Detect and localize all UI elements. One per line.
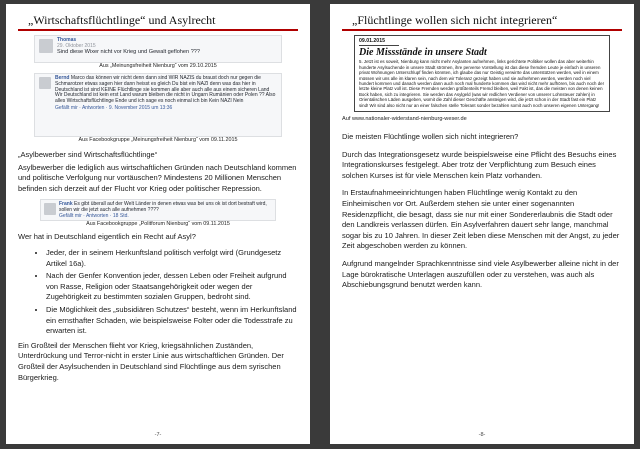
section-heading: Wer hat in Deutschland eigentlich ein Recht auf Asyl?: [18, 232, 196, 242]
facebook-post-frank: [40, 199, 276, 221]
list-item: • Jeder, der in seinem Herkunftsland politisch verfolgt wird (Grundgesetz Artikel 16a).: [46, 248, 298, 269]
article-date: 09.01.2015: [359, 39, 399, 46]
page-title: „Flüchtlinge wollen sich nicht integrieren“: [352, 13, 558, 27]
source-url: Auf www.nationaler-widerstand-nienburg-weser.de: [342, 116, 467, 123]
title-rule: [18, 29, 298, 31]
page-title: „Wirtschaftsflüchtlinge“ und Asylrecht: [28, 13, 216, 27]
post-caption: Aus „Meinungsfreiheit Nienburg“ vom 29.10.2015: [99, 63, 217, 69]
facebook-post-thomas: [34, 35, 282, 63]
article-headline: Die Missstände in unsere Stadt: [359, 47, 487, 59]
post-text: Sind diese Wixer nicht vor Krieg und Gewalt geflohen ???: [57, 48, 201, 55]
avatar: [39, 39, 53, 53]
paragraph: Ein Großteil der Menschen flieht vor Krieg, kriegsähnlichen Zuständen, Unterdrückung und Terror-nicht in erster Linie aus wirtschaftlichen Gründen. Der Großteil der Asylsuchenden in Deutschland sind Flüchtlinge aus dem syrischen Bürgerkrieg.: [18, 340, 284, 382]
post-caption: Aus Facebookgruppe „Politforum Nienburg“ vom 09.11.2015: [86, 221, 230, 228]
post-author[interactable]: Thomas: [57, 37, 77, 43]
paragraph: Asylbewerber die lediglich aus wirtschaftlichen Gründen nach Deutschland kommen und politische Verfolgung nur vortäuschen? Mindestens 20 Millionen Menschen befinden sich derzeit auf der Flucht vor Krieg oder politischer Repression.: [18, 162, 297, 193]
avatar: [44, 203, 56, 215]
page-8: [330, 4, 634, 444]
section-heading: Die meisten Flüchtlinge wollen sich nicht integrieren?: [342, 132, 519, 142]
post-actions[interactable]: Gefällt mir · Antworten · 9. November 2015 um 13:36: [55, 104, 173, 111]
post-caption: Aus Facebookgruppe „Meinungsfreiheit Nienburg“ vom 09.11.2015: [78, 137, 238, 143]
post-text: Es gibt überall auf der Welt Länder in denen etwas was bei uns ok ist dort bestraft wird, sollen wir die jetzt auch alle aufnehmen ????: [59, 201, 267, 214]
article-screenshot: [354, 35, 610, 112]
list-item: • Die Möglichkeit des „subsidiären Schutzes“ besteht, wenn im Herkunftsland ein ernsthafter Schaden, wie beispielsweise Folter oder die Todesstrafe zu erwarten ist.: [46, 305, 298, 337]
post-date: 29. Oktober 2015: [57, 42, 96, 49]
post-text: Marco das können wir nicht denn dann sind WIR NAZIS du braust doch nur gegen die Schmarotzer etwas sagen hier dann heisst es gleich Du bist ein NAZI denn was das hier in Deutschland ist sind KEINE Flüchtlinge sie kommen alle aber auch alle aus einem sicheren Land Wir Deutschland ist kein erst Land warum bleiben die nicht in Ungarn Rumänien oder Polen ?? Also alles Wirtschaftsflüchtlinge Ende und ich sage es noch einmal ich bin Kein NAZI Nein: [55, 75, 276, 105]
facebook-post-bernd: [34, 73, 282, 137]
title-rule: [342, 29, 622, 31]
page-7: [6, 4, 310, 444]
post-actions[interactable]: Gefällt mir · Antworten · 18 Std.: [59, 212, 129, 219]
page-number: -8-: [478, 432, 486, 438]
paragraph: In Erstaufnahmeeinrichtungen haben Flüchtlinge wenig Kontakt zu den Einheimischen vor Ort. Außerdem stehen sie unter einer sogenannten Residenzpflicht, die besagt, dass sie nur mit einer Sondererlaubnis die Stadt oder den Landkreis verlassen dürfen. Ein Asylverfahren dauert sehr lange, manchmal sogar bis zu 10 Jahren. In dieser Zeit leben diese Menschen mit der Angst, zu jeder Zeit abgeschoben werden zu können.: [342, 188, 620, 251]
avatar: [39, 77, 51, 89]
section-heading: „Asylbewerber sind Wirtschaftsflüchtlinge“: [18, 150, 158, 159]
asylum-rights-list: [18, 248, 298, 337]
page-number: -7-: [154, 432, 162, 438]
list-item: • Nach der Genfer Konvention jeder, dessen Leben oder Freiheit aufgrund von Rasse, Religion oder Staatsangehörigkeit oder wegen der Zugehörigkeit zu bestimmten sozialen Gruppen, bedroht sind.: [46, 271, 298, 303]
article-text: 5. Jetzt ist es soweit, Nienburg kann nicht mehr Asylanten aufnehmen, links gerichtete Politiker wollen das aber weiterhin hunderte Asylsuchende in unsere Stadt strömen, ihre perverse Vorstellung ist das diese fremden Leute je einfach in unseren privat Wohnungen Unterschlupf finden könnten, ich glaube das nur Geistig verwirrte das unterstützen werden, weil in einem müssen wir uns alle im klaren sein, nach dem wir Toleranz gezeigt haben und sie aufnehmen werden, werden noch viel hundert kommen und danach werden dann auch noch mal hunderte kommen das wird nicht mehr aufhören, bis auch noch der letzte kleine Platz voll ist. Diese Fremden werden größtenteils Fremd bleiben, weil Fakt ist, das die meisten von denen keinen Bock haben, sich zu integrieren. Sie werden das Asylgeld (was wir redlichen Verdiener von unserer Lohnsteuer zahlen) in Orientalischen Läden ausgeben, womit die Zahl dieser Geschäfte ansteigen wird, die jetzt schon in der Stadt fast ein Platz sind! Wir sind also nicht nur an einer falschen stelle Tolerant sonder bezahlen somit auch noch unseren eigenen Untergang!: [359, 59, 605, 108]
post-author[interactable]: Frank: [59, 201, 73, 208]
paragraph: Aufgrund mangelnder Sprachkenntnisse sind viele Asylbewerber alleine nicht in der Lage bürokratische Unterlagen auszufüllen oder zu verstehen, was auch als Abschiebungsgrund benutzt werden kann.: [342, 259, 619, 290]
paragraph: Durch das Integrationsgesetz wurde beispielsweise eine Pflicht des Besuchs eines Integrationskurses festgelegt. Aber trotz der Verpflichtung zum Besuch eines solchen Kurses ist für viele Menschen kein Platz vorhanden.: [342, 149, 617, 180]
post-author[interactable]: Bernd: [55, 75, 70, 81]
